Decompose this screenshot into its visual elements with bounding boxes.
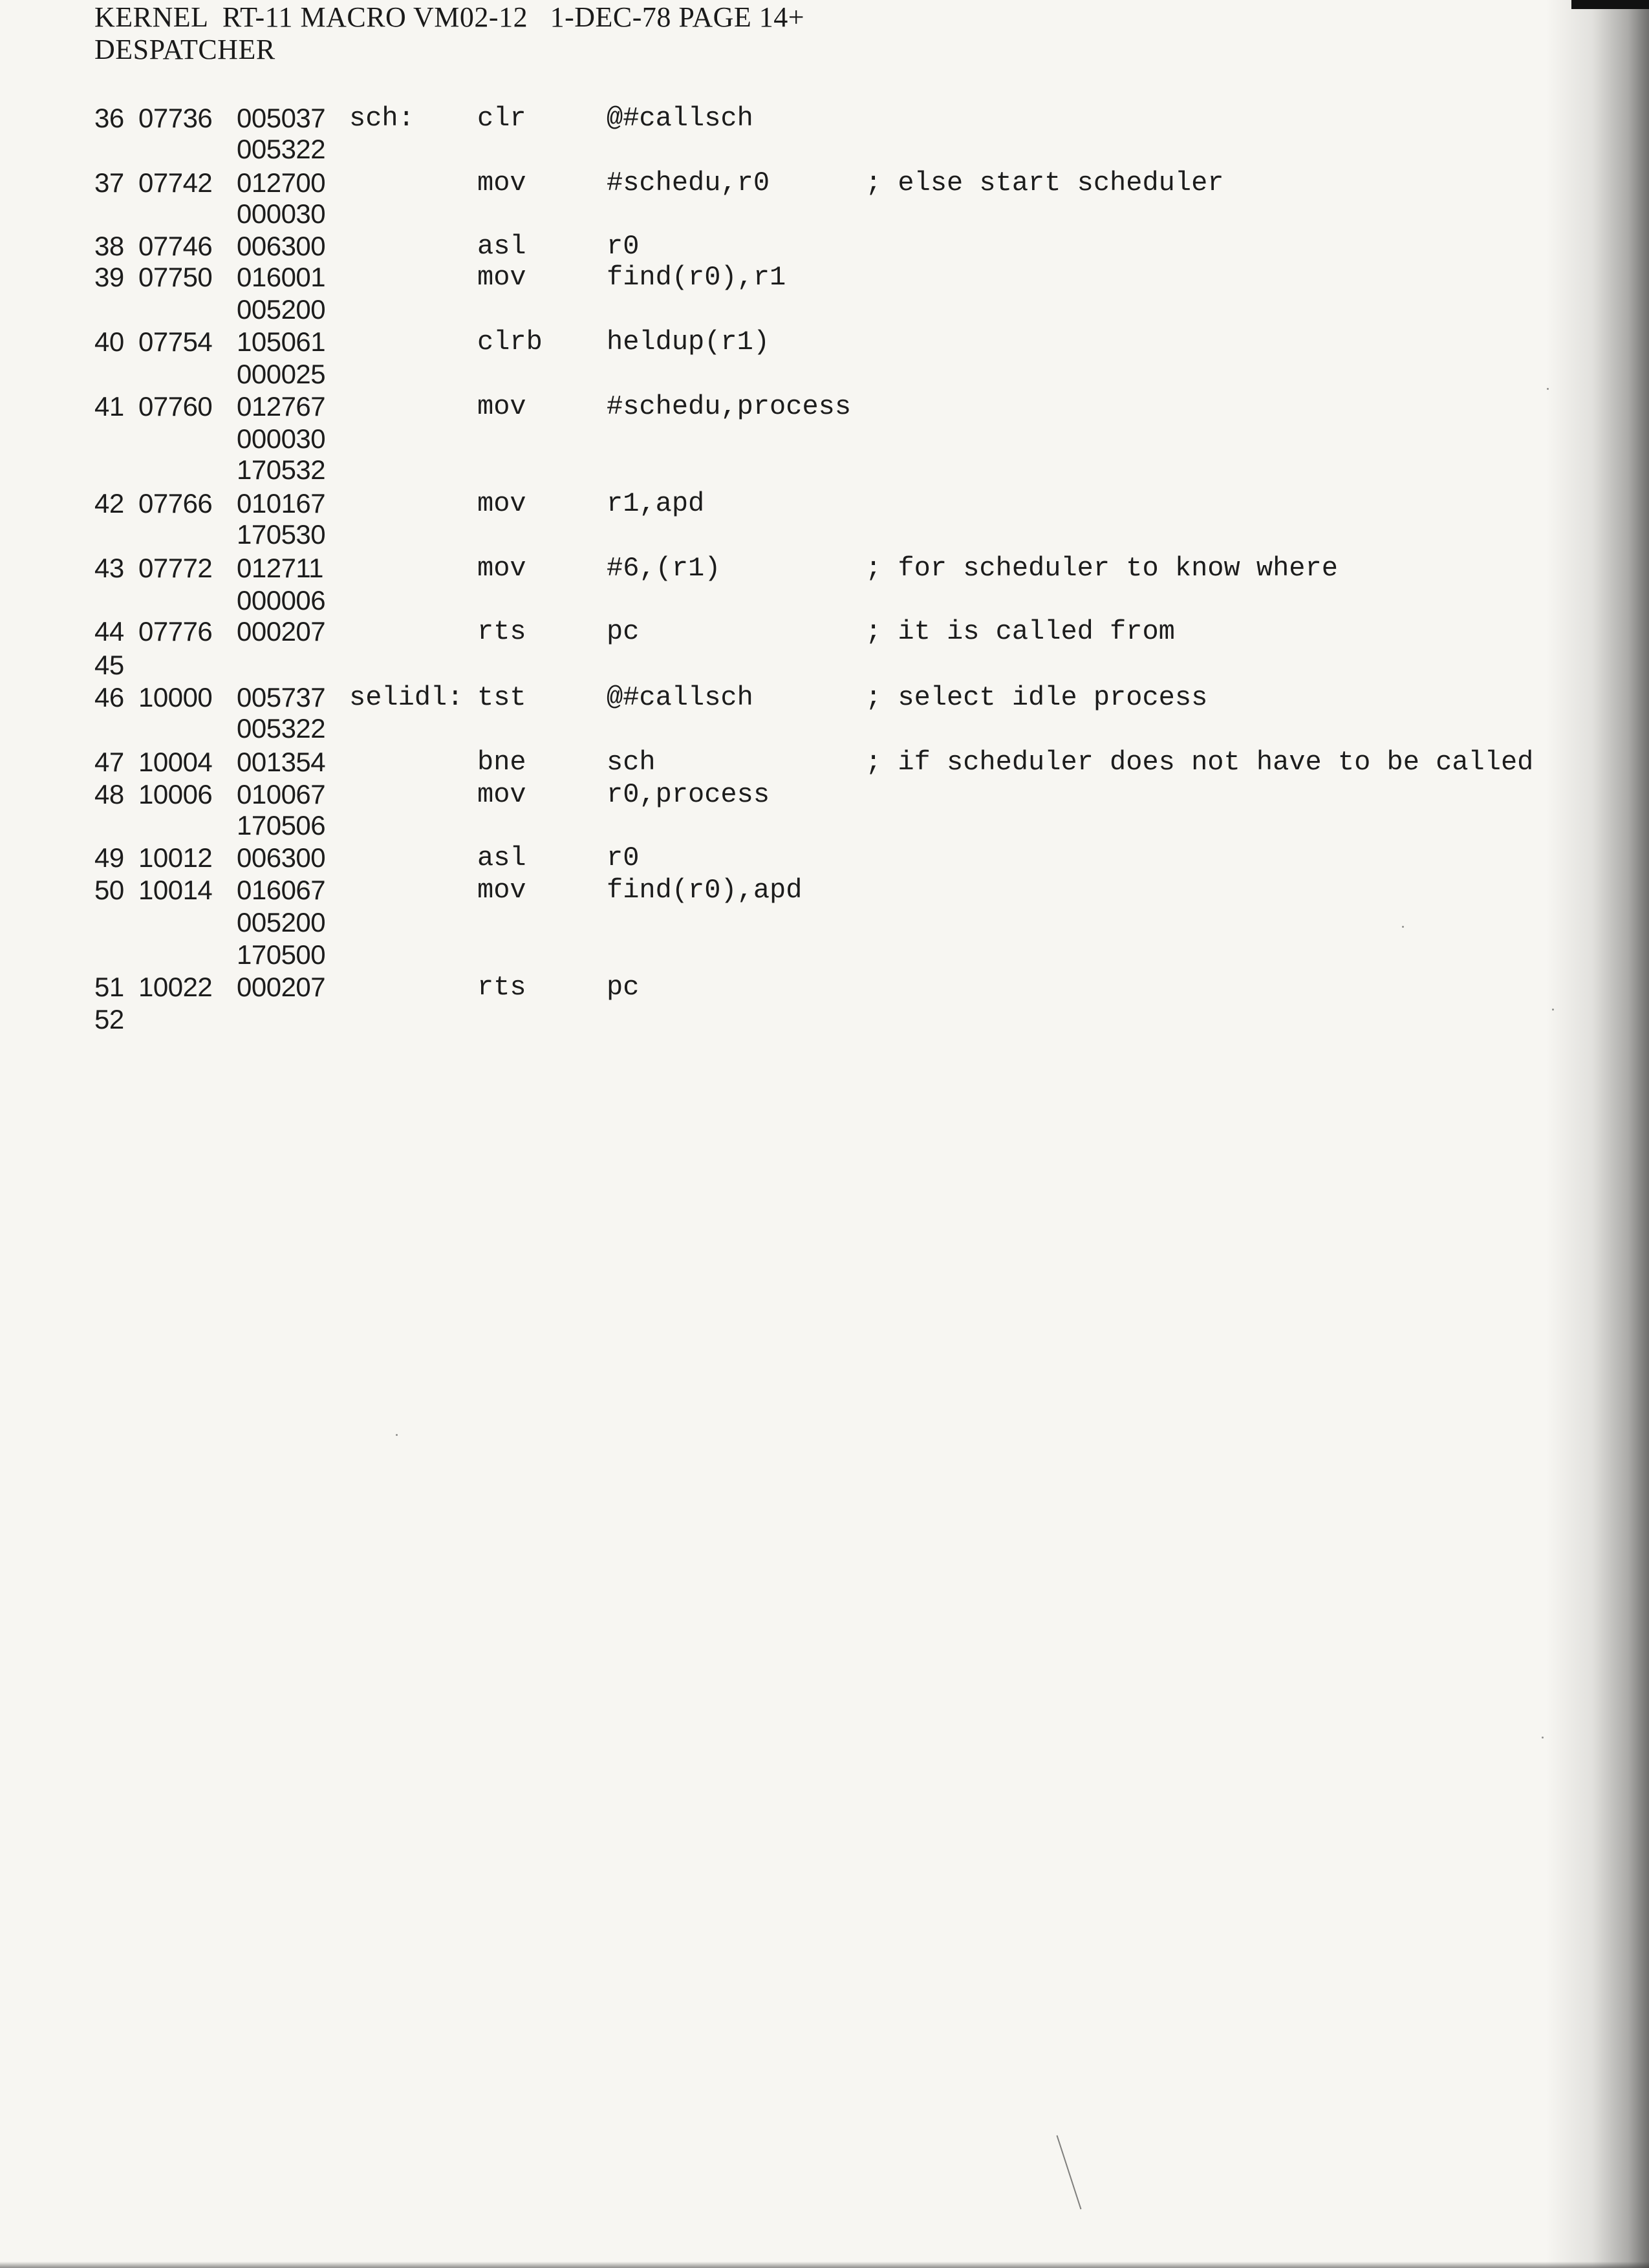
listing-row [0,423,1584,455]
address: 07746 [138,231,213,261]
machine-code: 001354 [237,747,326,777]
machine-code: 170500 [237,939,326,970]
operand: r0 [607,231,640,262]
listing-row [0,615,1584,648]
listing-row [0,198,1584,230]
line-number: 41 [94,391,124,422]
label: sch: [349,103,415,134]
opcode: asl [477,231,526,262]
address: 10004 [138,747,213,777]
listing-row [0,487,1584,520]
machine-code: 000025 [237,359,326,389]
listing-row [0,939,1584,971]
opcode: mov [477,391,526,422]
listing-row [0,649,1584,681]
listing-row [0,971,1584,1003]
opcode: tst [477,682,526,713]
operand: #6,(r1) [607,553,721,584]
listing-row [0,842,1584,874]
machine-code: 012767 [237,391,326,422]
machine-code: 005037 [237,103,326,133]
comment: ; select idle process [865,682,1208,713]
line-number: 46 [94,682,124,712]
listing-row [0,874,1584,906]
opcode: mov [477,779,526,810]
machine-code: 000006 [237,585,326,615]
listing-row [0,681,1584,714]
listing-row [0,519,1584,551]
line-number: 47 [94,747,124,777]
machine-code: 170530 [237,519,326,550]
line-number: 49 [94,842,124,873]
opcode: mov [477,875,526,906]
listing-row [0,358,1584,390]
operand: pc [607,972,640,1003]
operand: @#callsch [607,103,753,134]
machine-code: 005322 [237,713,326,744]
header-section-line: DESPATCHER [94,34,275,65]
address: 10000 [138,682,213,712]
scan-speck [396,1434,398,1436]
line-number: 52 [94,1004,124,1034]
scan-bottom-edge [0,2262,1649,2268]
listing-row [0,390,1584,423]
operand: #schedu,r0 [607,167,770,198]
scan-speck [1547,388,1549,390]
listing-row [0,809,1584,842]
opcode: mov [477,167,526,198]
listing-row [0,746,1584,778]
machine-code: 006300 [237,842,326,873]
address: 10014 [138,875,213,905]
machine-code: 010167 [237,488,326,519]
opcode: bne [477,747,526,778]
machine-code: 005322 [237,134,326,164]
line-number: 48 [94,779,124,809]
machine-code: 000030 [237,198,326,229]
line-number: 44 [94,616,124,647]
comment: ; if scheduler does not have to be called [865,747,1534,778]
scan-corner-mark [1571,0,1649,9]
machine-code: 170506 [237,810,326,840]
machine-code: 005200 [237,907,326,937]
line-number: 37 [94,167,124,198]
machine-code: 016001 [237,262,326,292]
operand: @#callsch [607,682,753,713]
machine-code: 005200 [237,294,326,325]
comment: ; it is called from [865,616,1175,647]
machine-code: 012700 [237,167,326,198]
line-number: 51 [94,972,124,1002]
machine-code: 000030 [237,423,326,454]
machine-code: 006300 [237,231,326,261]
listing-row [0,230,1584,262]
address: 07754 [138,326,213,357]
address: 07736 [138,103,213,133]
address: 10022 [138,972,213,1002]
line-number: 38 [94,231,124,261]
machine-code: 170532 [237,455,326,485]
address: 07742 [138,167,213,198]
machine-code: 005737 [237,682,326,712]
listing-row [0,294,1584,326]
opcode: mov [477,488,526,519]
label: selidl: [349,682,464,713]
line-number: 43 [94,553,124,583]
listing-row [0,906,1584,939]
comment: ; for scheduler to know where [865,553,1338,584]
address: 07772 [138,553,213,583]
operand: #schedu,process [607,391,852,422]
operand: sch [607,747,656,778]
operand: r0,process [607,779,770,810]
opcode: asl [477,842,526,873]
line-number: 40 [94,326,124,357]
listing-row [0,552,1584,584]
machine-code: 010067 [237,779,326,809]
listing-row [0,261,1584,294]
operand: r0 [607,842,640,873]
scan-speck [1402,926,1404,928]
opcode: clr [477,103,526,134]
machine-code: 000207 [237,972,326,1002]
address: 07776 [138,616,213,647]
address: 07750 [138,262,213,292]
scan-speck [1542,1737,1544,1738]
operand: pc [607,616,640,647]
operand: find(r0),apd [607,875,803,906]
address: 10006 [138,779,213,809]
operand: find(r0),r1 [607,262,786,293]
listing-row [0,712,1584,745]
address: 07766 [138,488,213,519]
line-number: 42 [94,488,124,519]
listing-row [0,133,1584,166]
machine-code: 012711 [237,553,324,583]
line-number: 45 [94,650,124,680]
comment: ; else start scheduler [865,167,1224,198]
address: 10012 [138,842,213,873]
opcode: mov [477,553,526,584]
scan-speck [1552,1009,1554,1011]
machine-code: 016067 [237,875,326,905]
listing-row [0,1003,1584,1036]
header-title-line: KERNEL RT-11 MACRO VM02-12 1-DEC-78 PAGE 14+ [94,1,805,33]
line-number: 50 [94,875,124,905]
listing-row [0,167,1584,199]
address: 07760 [138,391,213,422]
opcode: mov [477,262,526,293]
listing-row [0,102,1584,134]
line-number: 39 [94,262,124,292]
listing-row [0,454,1584,486]
listing-row [0,778,1584,811]
machine-code: 105061 [237,326,326,357]
machine-code: 000207 [237,616,326,647]
listing-row [0,326,1584,358]
opcode: clrb [477,326,543,358]
opcode: rts [477,972,526,1003]
operand: heldup(r1) [607,326,770,358]
line-number: 36 [94,103,124,133]
operand: r1,apd [607,488,705,519]
opcode: rts [477,616,526,647]
listing-row [0,584,1584,617]
